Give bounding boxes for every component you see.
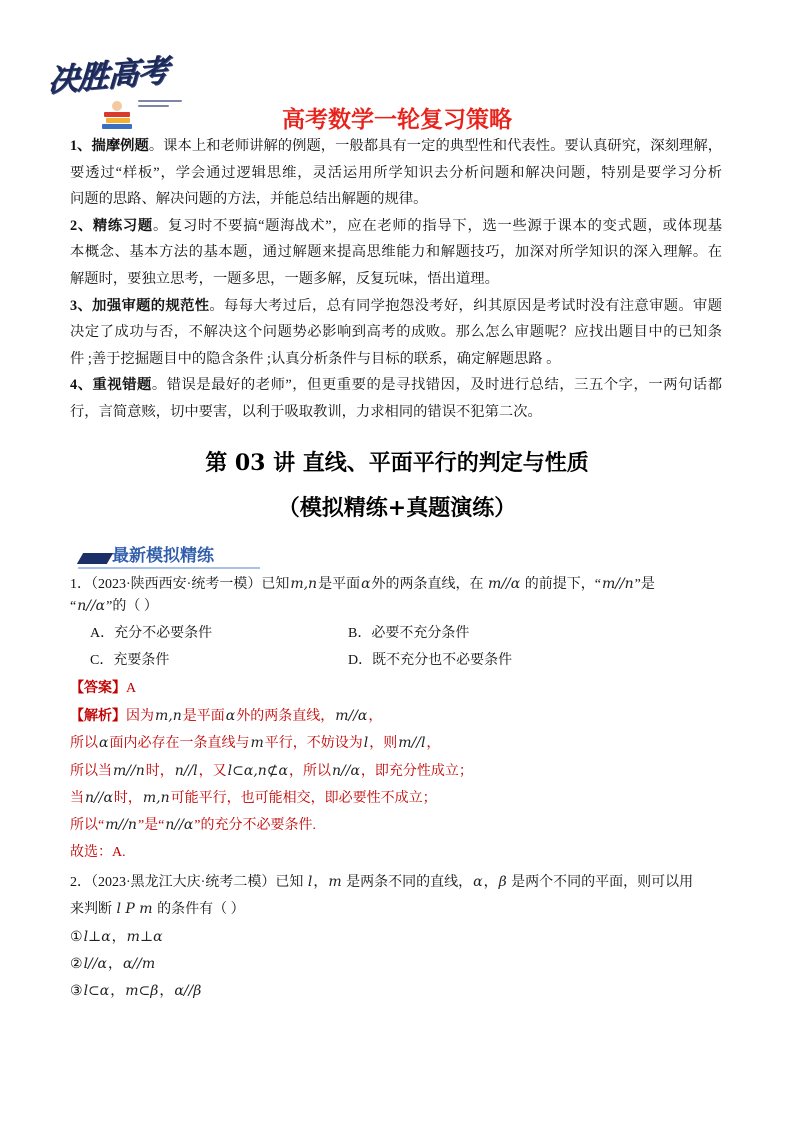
question-2-stem-line bbox=[70, 898, 722, 920]
math-expression: n//α bbox=[85, 790, 113, 806]
text-run: 是两个不同的平面，则可以用 bbox=[507, 875, 694, 890]
math-expression: n//α bbox=[332, 763, 360, 779]
section-header bbox=[78, 545, 260, 569]
logo-lettering: 决胜高考 bbox=[47, 52, 169, 100]
paragraph-line: 问题的思路、解决问题的方法，并能总结出解题的规律。 bbox=[70, 191, 428, 208]
analysis-text bbox=[126, 709, 382, 724]
text-run: 所以“ bbox=[70, 818, 105, 833]
paragraph-line: 要透过“样板”，学会通过逻辑思维，灵活运用所学知识去分析问题和解决问题，特别是要学习分析 bbox=[70, 164, 722, 181]
text-run: ”的充分不必要条件. bbox=[194, 818, 317, 833]
paragraph-line bbox=[70, 293, 722, 320]
text-run: 是平面 bbox=[182, 709, 225, 724]
text-run: 面内必存在一条直线与 bbox=[109, 736, 250, 751]
math-expression: m⊥α bbox=[126, 929, 163, 945]
text-run: 平行，不妨设为 bbox=[264, 736, 363, 751]
text-run: 时， bbox=[145, 764, 174, 779]
question-1-stem-line bbox=[70, 595, 722, 617]
text-run: 所以当 bbox=[70, 764, 112, 779]
text-run: 当 bbox=[70, 791, 84, 806]
paragraph-line: 行，言简意赅，切中要害，以利于吸取教训，力求相同的错误不犯第二次。 bbox=[70, 403, 542, 420]
math-expression: α bbox=[361, 576, 371, 592]
option-d: D．既不充分也不必要条件 bbox=[348, 653, 513, 668]
text-run: 外的两条直线，在 bbox=[371, 577, 488, 592]
text-run: ，又 bbox=[198, 764, 227, 779]
paragraph-lead: 1、揣摩例题 bbox=[70, 138, 149, 154]
text-run: ”是“ bbox=[137, 818, 165, 833]
math-expression: m,n bbox=[142, 790, 170, 806]
math-expression: α//β bbox=[174, 983, 202, 999]
text-run: 所以 bbox=[70, 736, 98, 751]
math-expression: α bbox=[225, 708, 236, 724]
text-run: ② bbox=[70, 957, 83, 972]
paragraph-line bbox=[70, 213, 722, 240]
math-expression: n//α bbox=[165, 817, 194, 833]
text-run: ”的（ ） bbox=[106, 599, 158, 614]
math-expression: l//α bbox=[83, 956, 107, 972]
condition-item-3 bbox=[70, 980, 722, 1002]
question-1-stem-line bbox=[70, 573, 722, 595]
math-expression: m//n bbox=[601, 576, 634, 592]
paragraph-line bbox=[70, 372, 722, 399]
option-a: A．充分不必要条件 bbox=[90, 626, 213, 641]
option-c: C．充要条件 bbox=[90, 653, 170, 668]
math-expression: l⊂α bbox=[83, 983, 110, 999]
text-run: 时， bbox=[113, 791, 142, 806]
paragraph-line: 本概念、基本方法的基本题，通过解题来提高思维能力和解题技巧，加深对所学知识的深入理解。在 bbox=[70, 244, 722, 261]
analysis-line bbox=[70, 760, 722, 782]
text-run: 是平面 bbox=[318, 577, 361, 592]
text-run: 1．（2023·陕西西安·统考一模）已知 bbox=[70, 577, 290, 592]
analysis-line bbox=[70, 814, 722, 836]
conclusion-line: 故选：A. bbox=[70, 845, 126, 860]
text-run: ，则 bbox=[369, 736, 398, 751]
text-run: 可能平行，也可能相交，即必要性不成立； bbox=[170, 791, 437, 806]
text-run: ， bbox=[107, 957, 122, 972]
math-expression: m bbox=[250, 735, 264, 751]
section-bar-decoration bbox=[77, 553, 113, 564]
math-expression: m//α bbox=[488, 576, 521, 592]
math-expression: m,n bbox=[155, 708, 182, 724]
math-expression: m,n bbox=[290, 576, 318, 592]
text-run: 因为 bbox=[126, 709, 154, 724]
answer-value: A bbox=[126, 681, 137, 696]
text-run: 2．（2023·黑龙江大庆·统考二模）已知 bbox=[70, 875, 307, 890]
text-run: ③ bbox=[70, 984, 83, 999]
math-expression: l⊂α,n⊄α bbox=[227, 763, 288, 779]
text-run: ， bbox=[368, 709, 383, 724]
paragraph-lead: 3、加强审题的规范性 bbox=[70, 297, 210, 314]
math-expression: l bbox=[307, 874, 313, 890]
text-run: ，即充分性成立； bbox=[360, 764, 473, 779]
math-expression: m bbox=[328, 874, 342, 890]
text-run: ， bbox=[313, 875, 328, 890]
text-run: “ bbox=[70, 599, 77, 614]
analysis-line bbox=[70, 787, 722, 809]
math-expression: α bbox=[473, 874, 483, 890]
text-run: 来判断 bbox=[70, 902, 116, 917]
strategy-paragraphs bbox=[70, 133, 722, 426]
text-run: 外的两条直线， bbox=[236, 709, 335, 724]
condition-item-2 bbox=[70, 953, 722, 975]
math-expression: m//n bbox=[105, 817, 137, 833]
text-run: 的前提下，“ bbox=[521, 577, 601, 592]
math-expression: m⊂β bbox=[125, 983, 159, 999]
math-expression: α bbox=[99, 735, 109, 751]
paragraph-lead: 2、精练习题 bbox=[70, 217, 153, 234]
text-run: ① bbox=[70, 930, 83, 945]
text-run: ，所以 bbox=[289, 764, 331, 779]
paragraph-text: 。错误是最好的老师”，但更重要的是寻找错因，及时进行总结，三五个字，一两句话都 bbox=[151, 377, 722, 394]
math-expression: n//l bbox=[174, 763, 198, 779]
answer-line bbox=[70, 678, 722, 700]
answer-label: 【答案】 bbox=[70, 681, 126, 696]
strategy-title: 高考数学一轮复习策略 bbox=[282, 107, 512, 133]
option-b: B．必要不充分条件 bbox=[348, 626, 470, 641]
paragraph-line: 解题时，要独立思考，一题多思，一题多解，反复玩味，悟出道理。 bbox=[70, 270, 499, 287]
paragraph-line: 决定了成功与否，不解决这个问题势必影响到高考的成败。那么怎么审题呢？应找出题目中的已知条 bbox=[70, 324, 722, 341]
paragraph-lead: 4、重视错题 bbox=[70, 377, 152, 394]
math-expression: β bbox=[498, 874, 507, 890]
paragraph-text: 。课本上和老师讲解的例题，一般都具有一定的典型性和代表性。要认真研究，深刻理解， bbox=[148, 138, 722, 154]
analysis-line bbox=[70, 705, 722, 727]
text-run: ， bbox=[483, 875, 498, 890]
math-expression: m//l bbox=[398, 735, 426, 751]
text-run: ， bbox=[426, 736, 441, 751]
section-title: 最新模拟精练 bbox=[112, 546, 214, 566]
math-expression: m//α bbox=[335, 708, 368, 724]
paragraph-text: 。复习时不要搞“题海战术”，应在老师的指导下，选一些源于课本的变式题，或体现基 bbox=[152, 217, 722, 234]
text-run: ， bbox=[159, 984, 174, 999]
text-run: 是两条不同的直线， bbox=[342, 875, 473, 890]
lecture-subtitle: （模拟精练+真题演练） bbox=[277, 495, 517, 521]
text-run: 的条件有（ ） bbox=[153, 902, 245, 917]
paragraph-line: 件 ;善于挖掘题目中的隐含条件 ;认真分析条件与目标的联系，确定解题思路 。 bbox=[70, 350, 561, 367]
text-run: ， bbox=[110, 984, 125, 999]
math-expression: l⊥α bbox=[83, 929, 111, 945]
paragraph-line bbox=[70, 133, 722, 160]
lecture-title: 第 03 讲 直线、平面平行的判定与性质 bbox=[205, 450, 589, 476]
text-run: ”是 bbox=[634, 577, 655, 592]
math-expression: l bbox=[363, 735, 369, 751]
paragraph-text: 。每每大考过后，总有同学抱怨没考好，纠其原因是考试时没有注意审题。审题 bbox=[209, 297, 722, 314]
math-expression: n//α bbox=[77, 598, 106, 614]
analysis-label: 【解析】 bbox=[70, 709, 126, 724]
analysis-line bbox=[70, 732, 722, 754]
condition-item-1 bbox=[70, 926, 722, 948]
math-expression: m//n bbox=[113, 763, 145, 779]
text-run: ， bbox=[111, 930, 126, 945]
math-expression: α//m bbox=[122, 956, 156, 972]
math-expression: l P m bbox=[116, 901, 153, 917]
question-2-stem-line bbox=[70, 871, 722, 893]
